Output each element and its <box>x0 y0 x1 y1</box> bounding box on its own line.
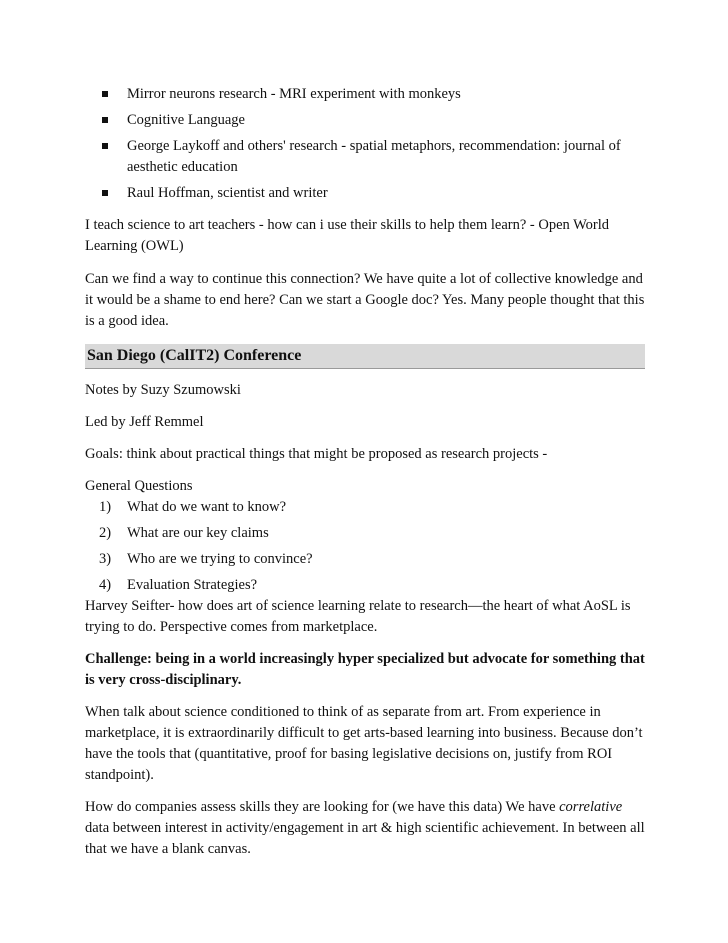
bullet-text: Raul Hoffman, scientist and writer <box>127 185 328 201</box>
teach-paragraph: I teach science to art teachers - how can i use their skills to help them learn? - Open World Learning (OWL) <box>85 217 609 254</box>
companies-paragraph <box>85 797 645 860</box>
questions-list <box>85 497 645 596</box>
list-item <box>85 84 645 105</box>
companies-text-start: How do companies assess skills they are looking for (we have this data) We have <box>85 799 560 815</box>
square-bullet-icon <box>102 117 108 123</box>
question-text: What are our key claims <box>127 525 269 541</box>
square-bullet-icon <box>102 91 108 97</box>
led-by: Led by Jeff Remmel <box>85 414 204 430</box>
question-text: Who are we trying to convince? <box>127 551 313 567</box>
notes-by: Notes by Suzy Szumowski <box>85 382 241 398</box>
harvey-paragraph: Harvey Seifter- how does art of science learning relate to research—the heart of what AoSL is trying to do. Perspective comes from marketplace. <box>85 598 631 635</box>
challenge-paragraph: Challenge: being in a world increasingly hyper specialized but advocate for something that is very cross-disciplinary. <box>85 651 645 688</box>
goals: Goals: think about practical things that might be proposed as research projects - <box>85 446 548 462</box>
research-bullet-list <box>85 84 645 204</box>
general-questions-label: General Questions <box>85 478 193 494</box>
list-item <box>85 549 645 570</box>
square-bullet-icon <box>102 190 108 196</box>
item-number: 4) <box>99 577 112 593</box>
item-number: 1) <box>99 499 112 515</box>
question-text: Evaluation Strategies? <box>127 577 258 593</box>
item-number: 3) <box>99 551 112 567</box>
list-item <box>85 110 645 131</box>
document-page <box>85 84 645 860</box>
list-item <box>85 523 645 544</box>
list-item <box>85 575 645 596</box>
bullet-text: Cognitive Language <box>127 112 245 128</box>
item-number: 2) <box>99 525 112 541</box>
bullet-text: George Laykoff and others' research - spatial metaphors, recommendation: journal of aesthetic education <box>127 138 621 175</box>
bullet-text: Mirror neurons research - MRI experiment with monkeys <box>127 86 461 102</box>
science-art-paragraph: When talk about science conditioned to think of as separate from art. From experience in marketplace, it is extraordinarily difficult to get arts-based learning into business. Because don’t have the tools that (quantitative, proof for basing legislative decisions on, justify from ROI standpoint). <box>85 704 643 783</box>
list-item <box>85 497 645 518</box>
section-heading-bar <box>85 344 645 369</box>
list-item <box>85 183 645 204</box>
correlative-emphasis: correlative <box>559 799 623 815</box>
section-heading: San Diego (CalIT2) Conference <box>87 347 302 364</box>
continue-connection-paragraph: Can we find a way to continue this connection? We have quite a lot of collective knowledge and it would be a shame to end here? Can we start a Google doc? Yes. Many people thought that this is a good idea. <box>85 271 645 329</box>
square-bullet-icon <box>102 143 108 149</box>
question-text: What do we want to know? <box>127 499 287 515</box>
list-item <box>85 136 645 178</box>
companies-text-end: data between interest in activity/engagement in art & high scientific achievement. In between all that we have a blank canvas. <box>85 820 645 857</box>
